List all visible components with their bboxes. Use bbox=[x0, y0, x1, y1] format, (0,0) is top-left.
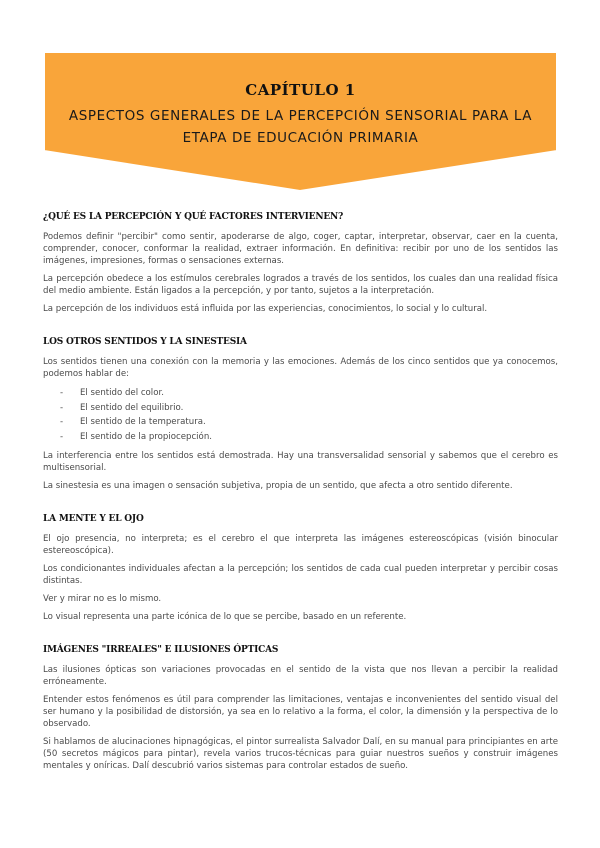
list-item: - El sentido del equilibrio. bbox=[43, 401, 558, 416]
paragraph: Podemos definir "percibir" como sentir, apoderarse de algo, coger, captar, interpretar, observar, caer en la cuenta, comprender, conocer, conformar la realidad, extraer información. En definitiva: recibir por uno de los sentidos las imágenes, impresiones, formas o sensaciones externas. bbox=[43, 232, 558, 266]
section-heading: LA MENTE Y EL OJO bbox=[43, 514, 144, 524]
list-item: - El sentido del color. bbox=[43, 386, 558, 401]
paragraph: La percepción de los individuos está influida por las experiencias, conocimientos, lo social y lo cultural. bbox=[43, 304, 488, 314]
banner-text bbox=[43, 81, 558, 149]
document-body bbox=[43, 212, 558, 794]
paragraph: Si hablamos de alucinaciones hipnagógicas, el pintor surrealista Salvador Dalí, en su manual para principiantes en arte (50 secretos mágicos para pintar), revela varios trucos-técnicas para guiar nuestros sueños y construir imágenes mentales y oníricas. Dalí descubrió varios sistemas para controlar estados de sueño. bbox=[43, 737, 558, 771]
paragraph: La percepción obedece a los estímulos cerebrales logrados a través de los sentidos, los cuales dan una realidad física del medio ambiente. Están ligados a la percepción, y por tanto, sujetos a la interpretación. bbox=[43, 274, 558, 296]
paragraph: La interferencia entre los sentidos está demostrada. Hay una transversalidad sensorial y sabemos que el cerebro es multisensorial. bbox=[43, 451, 558, 473]
chapter-banner bbox=[43, 51, 558, 193]
paragraph: La sinestesia es una imagen o sensación subjetiva, propia de un sentido, que afecta a otro sentido diferente. bbox=[43, 481, 513, 491]
section-perception bbox=[43, 212, 558, 315]
paragraph: El ojo presencia, no interpreta; es el cerebro el que interpreta las imágenes estereoscópicas (visión binocular estereoscópica). bbox=[43, 534, 558, 556]
list-item: - El sentido de la temperatura. bbox=[43, 415, 558, 430]
list-item: - El sentido de la propiocepción. bbox=[43, 430, 558, 445]
paragraph: Lo visual representa una parte icónica de lo que se percibe, basado en un referente. bbox=[43, 612, 407, 622]
paragraph: Los sentidos tienen una conexión con la memoria y las emociones. Además de los cinco sentidos que ya conocemos, podemos hablar de: bbox=[43, 357, 558, 379]
senses-list bbox=[43, 386, 558, 444]
section-illusions bbox=[43, 645, 558, 772]
section-heading: LOS OTROS SENTIDOS Y LA SINESTESIA bbox=[43, 337, 247, 347]
paragraph: Los condicionantes individuales afectan a la percepción; los sentidos de cada cual pueden interpretar y percibir cosas distintas. bbox=[43, 564, 558, 586]
section-other-senses bbox=[43, 337, 558, 492]
chapter-title: CAPÍTULO 1 bbox=[245, 81, 356, 99]
section-heading: ¿QUÉ ES LA PERCEPCIÓN Y QUÉ FACTORES INTERVIENEN? bbox=[43, 212, 344, 222]
chapter-subtitle: ASPECTOS GENERALES DE LA PERCEPCIÓN SENSORIAL PARA LA ETAPA DE EDUCACIÓN PRIMARIA bbox=[68, 108, 533, 146]
section-mind-eye bbox=[43, 514, 558, 623]
paragraph: Las ilusiones ópticas son variaciones provocadas en el sentido de la vista que nos llevan a percibir la realidad erróneamente. bbox=[43, 665, 558, 687]
section-heading: IMÁGENES "IRREALES" E ILUSIONES ÓPTICAS bbox=[43, 645, 279, 655]
paragraph: Entender estos fenómenos es útil para comprender las limitaciones, ventajas e inconvenientes del sentido visual del ser humano y la posibilidad de distorsión, ya sea en lo relativo a la forma, el color, la dimensión y la perspectiva de lo observado. bbox=[43, 695, 558, 729]
paragraph: Ver y mirar no es lo mismo. bbox=[43, 594, 162, 604]
